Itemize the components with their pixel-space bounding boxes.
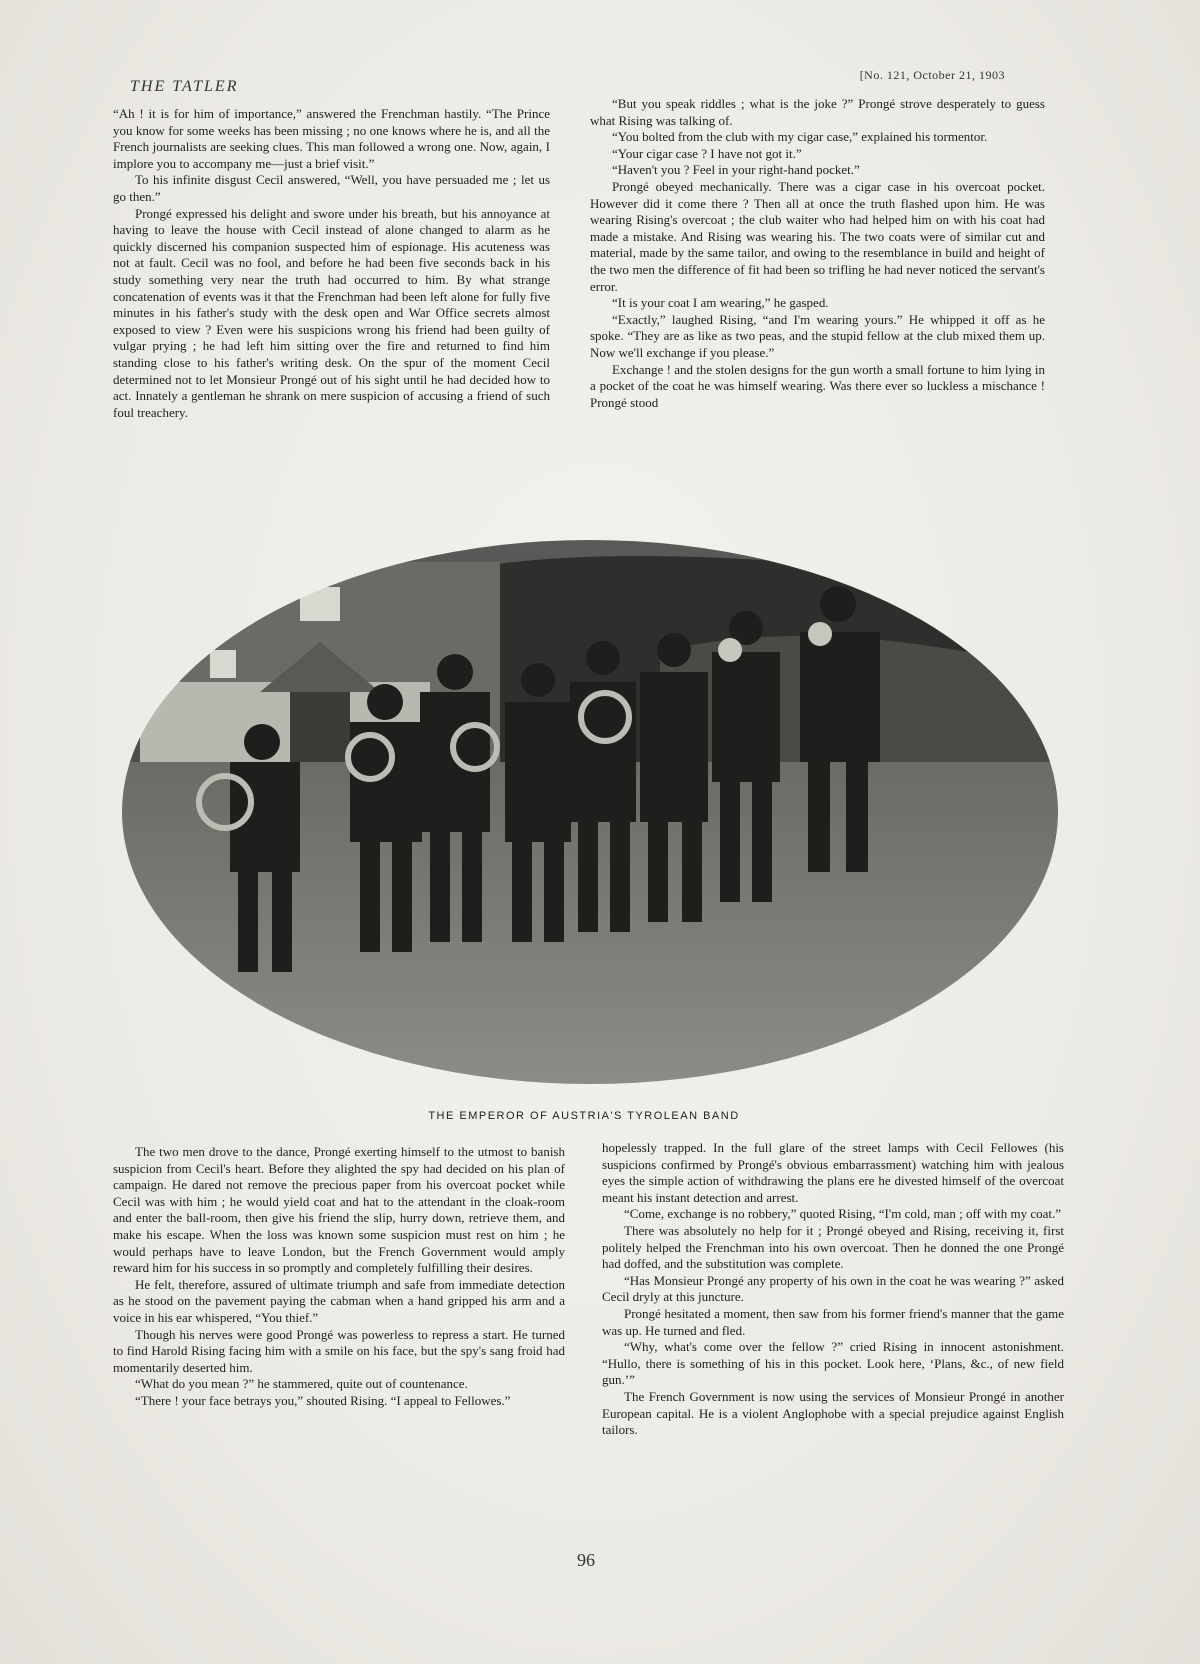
masthead: THE TATLER xyxy=(130,78,239,95)
column-bottom-left xyxy=(113,1144,565,1410)
page-number: 96 xyxy=(577,1550,595,1570)
paragraph: “Has Monsieur Prongé any property of his own in the coat he was wearing ?” asked Cecil dryly at this juncture. xyxy=(602,1272,1064,1305)
issue-line: [No. 121, October 21, 1903 xyxy=(859,68,1005,82)
paragraph: To his infinite disgust Cecil answered, “Well, you have persuaded me ; let us go then.” xyxy=(113,172,550,204)
paragraph: “But you speak riddles ; what is the joke ?” Prongé strove desperately to guess what Rising was talking of. xyxy=(590,96,1045,128)
paragraph: Exchange ! and the stolen designs for the gun worth a small fortune to him lying in a pocket of the coat he was himself wearing. Was there ever so luckless a mischance ! Prongé stood xyxy=(590,361,1045,410)
paragraph: Prongé expressed his delight and swore under his breath, but his annoyance at having to leave the house with Cecil instead of alone changed to alarm as he quickly discerned his companion suspected him of espionage. His acuteness was not at fault. Cecil was no fool, and before he had been five seconds back in his study something very near the truth had occurred to him. By what strange concatenation of events was it that the Frenchman had been left alone for fully five minutes in his father's study with the desk open and War Office secrets almost exposed to view ? Even were his suspicions wrong his friend had been guilty of vulgar prying ; he had left him sitting over the fire and returned to find him standing close to his father's writing desk. On the spur of the moment Cecil determined not to let Monsieur Prongé out of his sight until he had decided how to act. Innately a gentleman he shrank on mere suspicion of accusing a friend of such foul treachery. xyxy=(113,205,550,420)
paragraph: The French Government is now using the services of Monsieur Prongé in another European capital. He is a violent Anglophobe with a special prejudice against English tailors. xyxy=(602,1388,1064,1438)
paragraph: “Ah ! it is for him of importance,” answered the Frenchman hastily. “The Prince you know for some weeks has been missing ; no one knows where he is, and all the French journalists are seeking clues. This man followed a wrong one. Now, again, I implore you to accompany me—just a brief visit.” xyxy=(113,106,550,171)
paragraph: hopelessly trapped. In the full glare of the street lamps with Cecil Fellowes (his suspicions confirmed by Prongé's obvious embarrassment) watching him with jealous eyes the simple action of withdrawing the plans ere he divested himself of the overcoat meant his instant detection and arrest. xyxy=(602,1140,1064,1205)
paragraph: Though his nerves were good Prongé was powerless to repress a start. He turned to find Harold Rising facing him with a smile on his face, but the spy's sang froid had momentarily deserted him. xyxy=(113,1326,565,1375)
paragraph: Prongé obeyed mechanically. There was a cigar case in his overcoat pocket. However did it come there ? Then all at once the truth flashed upon him. He was wearing Rising's overcoat ; the club waiter who had helped him on with his coat had made a mistake. And Rising was wearing his. The two coats were of similar cut and material, made by the same tailor, and owing to the resemblance in build and height of the two men the difference of fit had been so trifling he had never noticed the servant's error. xyxy=(590,178,1045,294)
paragraph: “There ! your face betrays you,” shouted Rising. “I appeal to Fellowes.” xyxy=(135,1392,511,1408)
paragraph: Prongé hesitated a moment, then saw from his former friend's manner that the game was up. He turned and fled. xyxy=(602,1305,1064,1338)
paragraph: “Haven't you ? Feel in your right-hand pocket.” xyxy=(612,162,860,178)
column-top-left xyxy=(113,106,550,421)
paragraph: “You bolted from the club with my cigar case,” explained his tormentor. xyxy=(612,129,988,145)
band-photograph xyxy=(120,532,1060,1092)
photo-caption: THE EMPEROR OF AUSTRIA'S TYROLEAN BAND xyxy=(428,1110,740,1122)
paragraph: “Exactly,” laughed Rising, “and I'm wearing yours.” He whipped it off as he spoke. “They are as like as two peas, and the stupid fellow at the club mixed them up. Now we'll exchange if you please.” xyxy=(590,311,1045,360)
paragraph: “Come, exchange is no robbery,” quoted Rising, “I'm cold, man ; off with my coat.” xyxy=(624,1206,1062,1222)
paragraph: “It is your coat I am wearing,” he gasped. xyxy=(612,295,829,311)
paragraph: “Why, what's come over the fellow ?” cried Rising in innocent astonishment. “Hullo, there is something of his in this pocket. Look here, ‘Plans, &c., of new field gun.’” xyxy=(602,1339,1064,1388)
paragraph: “What do you mean ?” he stammered, quite out of countenance. xyxy=(135,1376,468,1392)
column-top-right xyxy=(590,96,1045,411)
paragraph: “Your cigar case ? I have not got it.” xyxy=(612,145,802,161)
paragraph: He felt, therefore, assured of ultimate triumph and safe from immediate detection as he stood on the pavement paying the cabman when a hand gripped his arm and a voice in his ear whispered, “You thief.” xyxy=(113,1276,565,1325)
photo-illustration xyxy=(120,532,1060,1092)
column-bottom-right xyxy=(602,1140,1064,1439)
paragraph: There was absolutely no help for it ; Prongé obeyed and Rising, receiving it, first politely helped the Frenchman into his own overcoat. Then he donned the one Prongé had doffed, and the substitution was complete. xyxy=(602,1222,1064,1272)
paragraph: The two men drove to the dance, Prongé exerting himself to the utmost to banish suspicion from Cecil's heart. Before they alighted the spy had decided on his plan of campaign. He dared not remove the precious paper from his overcoat pocket while Cecil was with him ; he would yield coat and hat to the attendant in the cloak-room and enter the ball-room, then give his friend the slip, hurry down, retrieve them, and make his escape. When the loss was known some suspicion must rest on him ; he would perhaps have to leave London, but the French Government would amply reward him for his success in so promptly and completely fulfilling their desires. xyxy=(113,1144,565,1276)
